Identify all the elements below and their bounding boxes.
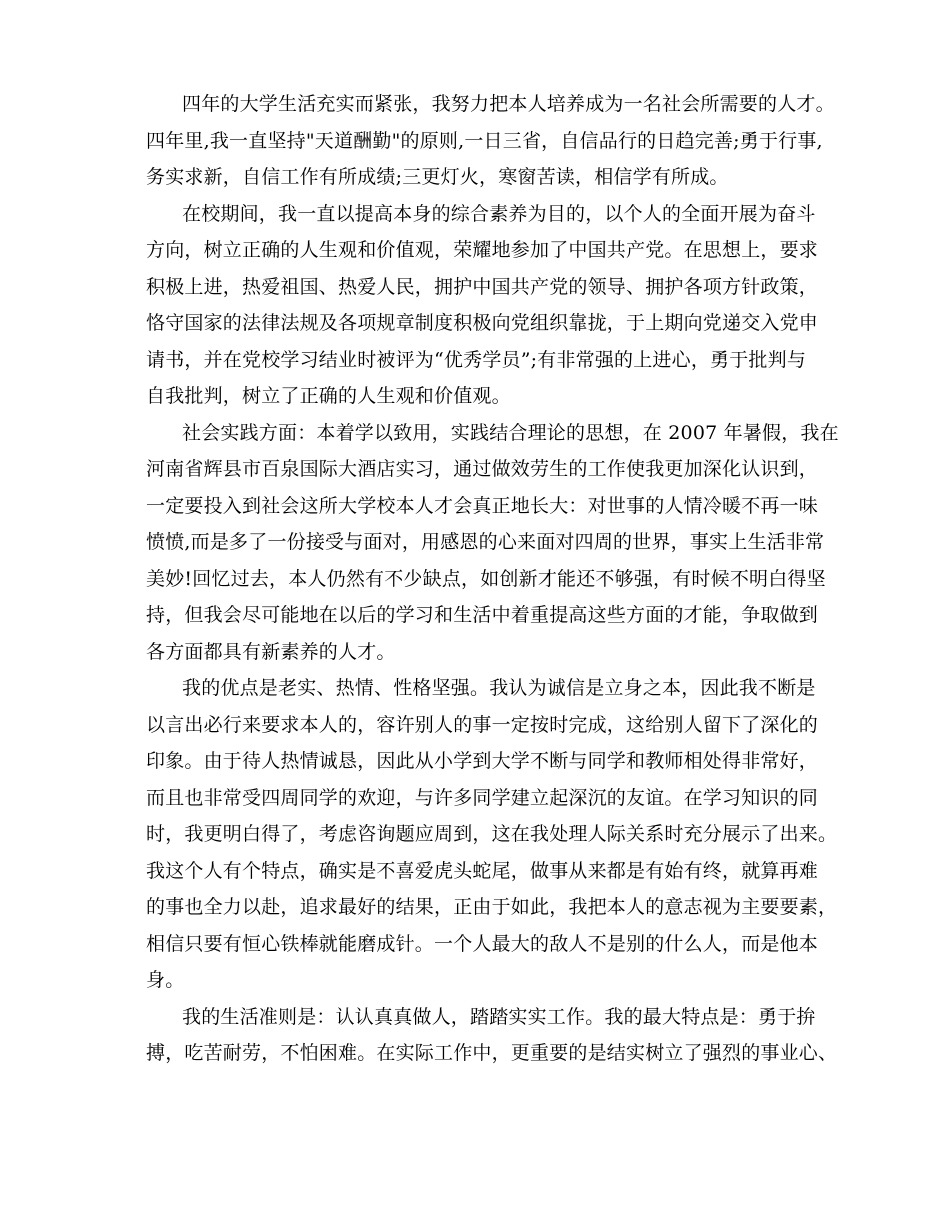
text-line: 四年里,我一直坚持"天道酬勤"的原则,一日三省，自信品行的日趋完善;勇于行事, <box>146 129 823 152</box>
text-line: 各方面都具有新素养的人才。 <box>146 640 396 663</box>
text-line: 愤愤,而是多了一份接受与面对，用感恩的心来面对四周的世界，事实上生活非常 <box>146 531 825 553</box>
paragraph-2 <box>146 196 819 415</box>
text-line: 河南省辉县市百泉国际大酒店实习，通过做效劳生的工作使我更加深化认识到， <box>146 458 819 480</box>
text-line: 我这个人有个特点，确实是不喜爱虎头蛇尾，做事从来都是有始有终，就算再难 <box>146 859 819 882</box>
text-line: 恪守国家的法律法规及各项规章制度积极向党组织靠拢，于上期向党递交入党申 <box>146 312 819 334</box>
text-line: 社会实践方面：本着学以致用，实践结合理论的思想，在 2007 年暑假，我在 <box>182 421 839 444</box>
text-line: 在校期间，我一直以提高本身的综合素养为目的，以个人的全面开展为奋斗 <box>182 202 816 225</box>
text-line: 而且也非常受四周同学的欢迎，与许多同学建立起深沉的友谊。在学习知识的同 <box>146 786 819 809</box>
text-line: 的事也全力以赴，追求最好的结果，正由于如此，我把本人的意志视为主要要素， <box>146 896 838 918</box>
text-line: 身。 <box>146 969 185 991</box>
text-line: 我的生活准则是：认认真真做人，踏踏实实工作。我的最大特点是：勇于拚 <box>182 1005 816 1028</box>
text-line: 以言出必行来要求本人的，容许别人的事一定按时完成，这给别人留下了深化的 <box>146 713 819 736</box>
text-line: 美妙!回忆过去，本人仍然有不少缺点，如创新才能还不够强，有时候不明白得坚 <box>146 567 826 590</box>
text-line: 时，我更明白得了，考虑咨询题应周到，这在我处理人际关系时充分展示了出来。 <box>146 823 838 845</box>
paragraph-3 <box>146 415 839 671</box>
text-line: 请书，并在党校学习结业时被评为“优秀学员”;有非常强的上进心，勇于批判与 <box>146 348 807 371</box>
text-line: 务实求新，自信工作有所成绩;三更灯火，寒窗苦读，相信学有所成。 <box>146 166 729 188</box>
text-line: 四年的大学生活充实而紧张，我努力把本人培养成为一名社会所需要的人才。 <box>182 93 835 115</box>
paragraph-4 <box>146 670 838 999</box>
text-line: 印象。由于待人热情诚恳，因此从小学到大学不断与同学和教师相处得非常好， <box>146 750 819 772</box>
document-body <box>146 86 839 1072</box>
text-line: 搏，吃苦耐劳，不怕困难。在实际工作中，更重要的是结实树立了强烈的事业心、 <box>146 1042 838 1064</box>
text-line: 自我批判，树立了正确的人生观和价值观。 <box>146 385 511 407</box>
text-line: 方向，树立正确的人生观和价值观，荣耀地参加了中国共产党。在思想上，要求 <box>146 239 819 261</box>
paragraph-1 <box>146 86 835 196</box>
text-line: 持，但我会尽可能地在以后的学习和生活中着重提高这些方面的才能，争取做到 <box>146 604 819 626</box>
text-line: 相信只要有恒心铁棒就能磨成针。一个人最大的敌人不是别的什么人，而是他本 <box>146 932 819 955</box>
text-line: 我的优点是老实、热情、性格坚强。我认为诚信是立身之本，因此我不断是 <box>182 677 816 699</box>
text-line: 积极上进，热爱祖国、热爱人民，拥护中国共产党的领导、拥护各项方针政策， <box>146 275 819 298</box>
text-line: 一定要投入到社会这所大学校本人才会真正地长大：对世事的人情冷暖不再一味 <box>146 494 819 517</box>
paragraph-5 <box>146 999 838 1072</box>
